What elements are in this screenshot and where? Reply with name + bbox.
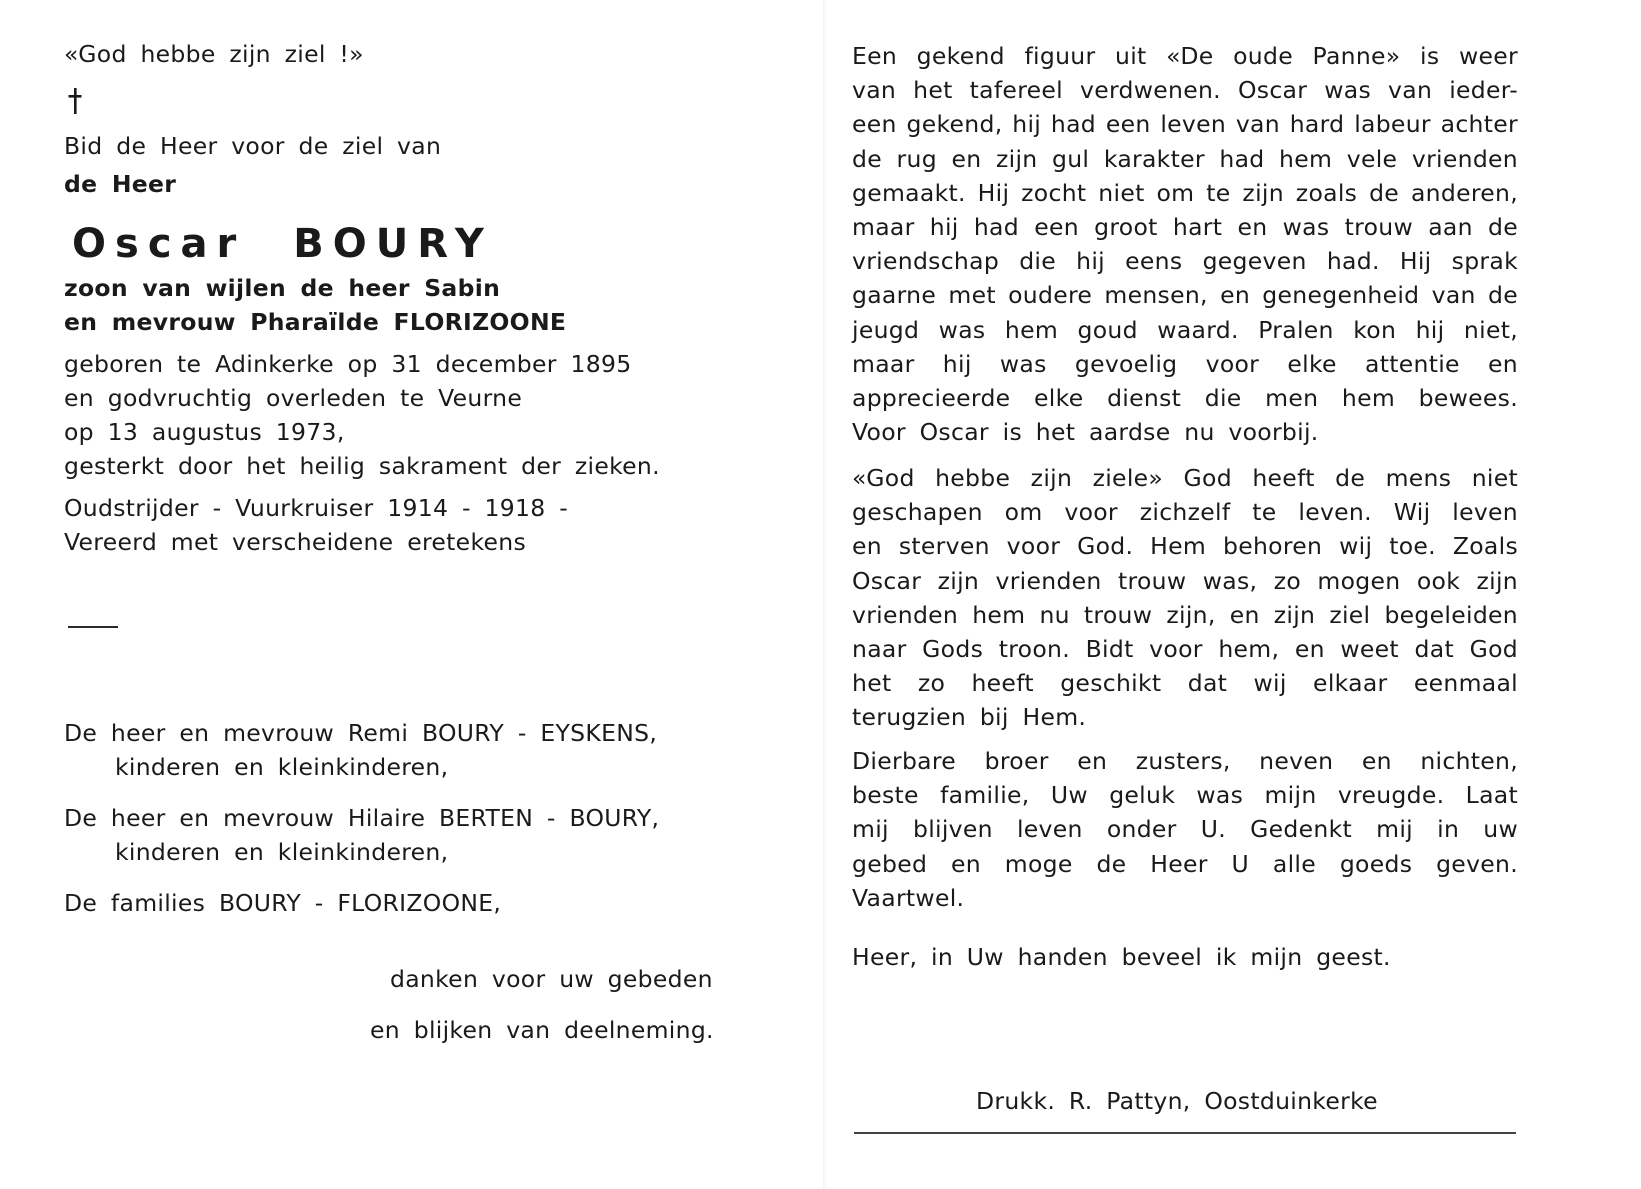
- p3-line-1: Dierbare broer en zusters, neven en nichten,: [852, 747, 1518, 775]
- p1-line-7: vriendschap die hij eens gegeven had. Hij sprak: [852, 247, 1518, 276]
- family-2-sub: kinderen en kleinkinderen,: [115, 838, 449, 866]
- p3-line-4: gebed en moge de Heer U alle goeds geven.: [852, 849, 1518, 878]
- p2-line-6: naar Gods troon. Bidt voor hem, en weet dat God: [852, 635, 1518, 663]
- p1-line-10: maar hij was gevoelig voor elke attentie en: [852, 349, 1518, 378]
- p1-line-8: gaarne met oudere mensen, en genegenheid van de: [852, 281, 1518, 310]
- p1-line-6: maar hij had een groot hart en was trouw aan de: [852, 213, 1518, 241]
- epigraph: «God hebbe zijn ziel !»: [64, 40, 364, 68]
- family-1-name: De heer en mevrouw Remi BOURY - EYSKENS,: [64, 719, 658, 747]
- thanks-line-2: en blijken van deelneming.: [370, 1016, 714, 1044]
- bio-line-4: gesterkt door het heilig sakrament der zieken.: [64, 452, 660, 480]
- honorific: de Heer: [64, 170, 177, 198]
- p1-line-3: een gekend, hij had een leven van hard labeur achter: [852, 110, 1518, 139]
- honors-line-2: Vereerd met verscheidene eretekens: [64, 528, 527, 556]
- parents-line-1: zoon van wijlen de heer Sabin: [64, 274, 501, 302]
- honors-line-1: Oudstrijder - Vuurkruiser 1914 - 1918 -: [64, 494, 569, 522]
- family-3-name: De families BOURY - FLORIZOONE,: [64, 889, 502, 917]
- p2-line-5: vrienden hem nu trouw zijn, en zijn ziel begeleiden: [852, 600, 1518, 629]
- prayer-line: Bid de Heer voor de ziel van: [64, 132, 442, 160]
- p1-line-4: de rug en zijn gul karakter had hem vele vrienden: [852, 144, 1518, 173]
- parents-line-2: en mevrouw Pharaïlde FLORIZOONE: [64, 308, 567, 336]
- p3-line-5: Vaartwel.: [852, 883, 965, 912]
- bio-line-3: op 13 augustus 1973,: [64, 418, 345, 446]
- bio-line-1: geboren te Adinkerke op 31 december 1895: [64, 350, 632, 378]
- right-page: [828, 0, 1641, 1189]
- p1-line-1: Een gekend figuur uit «De oude Panne» is weer: [852, 42, 1518, 70]
- p2-line-4: Oscar zijn vrienden trouw was, zo mogen ook zijn: [852, 566, 1518, 595]
- family-1-sub: kinderen en kleinkinderen,: [115, 753, 449, 781]
- p1-line-12: Voor Oscar is het aardse nu voorbij.: [852, 418, 1319, 447]
- closing-prayer: Heer, in Uw handen beveel ik mijn geest.: [852, 943, 1391, 971]
- first-name: Oscar: [72, 221, 246, 267]
- bio-line-2: en godvruchtig overleden te Veurne: [64, 384, 523, 412]
- p1-line-11: apprecieerde elke dienst die men hem bewees.: [852, 384, 1518, 412]
- p2-line-3: en sterven voor God. Hem behoren wij toe. Zoals: [852, 532, 1518, 561]
- p1-line-5: gemaakt. Hij zocht niet om te zijn zoals de anderen,: [852, 178, 1518, 207]
- p2-line-8: terugzien bij Hem.: [852, 703, 1087, 732]
- p3-line-2: beste familie, Uw geluk was mijn vreugde. Laat: [852, 781, 1518, 810]
- printer-credit: Drukk. R. Pattyn, Oostduinkerke: [976, 1087, 1378, 1115]
- p2-line-1: «God hebbe zijn ziele» God heeft de mens niet: [852, 464, 1518, 492]
- p3-line-3: mij blijven leven onder U. Gedenkt mij in uw: [852, 815, 1518, 844]
- p2-line-2: geschapen om voor zichzelf te leven. Wij leven: [852, 498, 1518, 527]
- family-2-name: De heer en mevrouw Hilaire BERTEN - BOURY,: [64, 804, 660, 832]
- card-fold: [823, 0, 827, 1189]
- p1-line-9: jeugd was hem goud waard. Pralen kon hij niet,: [852, 315, 1518, 344]
- cross-icon: [68, 88, 82, 114]
- thanks-line-1: danken voor uw gebeden: [390, 965, 713, 993]
- printer-rule: [854, 1132, 1516, 1134]
- p2-line-7: het zo heeft geschikt dat wij elkaar eenmaal: [852, 669, 1518, 698]
- last-name: BOURY: [293, 221, 493, 267]
- separator-rule: [68, 626, 118, 628]
- deceased-name: [72, 218, 493, 270]
- p1-line-2: van het tafereel verdwenen. Oscar was van ieder-: [852, 76, 1518, 105]
